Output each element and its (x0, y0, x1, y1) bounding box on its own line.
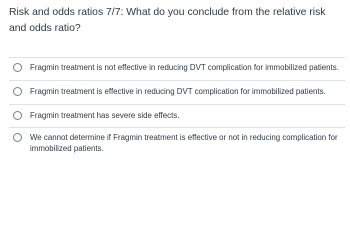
radio-button-icon[interactable] (13, 133, 22, 142)
answer-option-label: Fragmin treatment is not effective in reducing DVT complication for immobilized patients. (30, 63, 339, 72)
question-text: Risk and odds ratios 7/7: What do you conclude from the relative risk and odds ratio? (9, 7, 326, 34)
answer-option-2[interactable] (9, 80, 345, 104)
answer-option-label: Fragmin treatment has severe side effects. (30, 111, 180, 120)
answer-option-label: We cannot determine if Fragmin treatment is effective or not in reducing complication for immobilized patients. (30, 133, 338, 153)
answer-option-label: Fragmin treatment is effective in reducing DVT complication for immobilized patients. (30, 87, 326, 96)
radio-button-icon[interactable] (13, 111, 22, 120)
answer-option-3[interactable] (9, 104, 345, 127)
answer-option-4[interactable] (9, 127, 345, 161)
answer-option-1[interactable] (9, 57, 345, 80)
radio-button-icon[interactable] (13, 87, 22, 96)
answer-list (9, 57, 345, 161)
radio-button-icon[interactable] (13, 63, 22, 72)
